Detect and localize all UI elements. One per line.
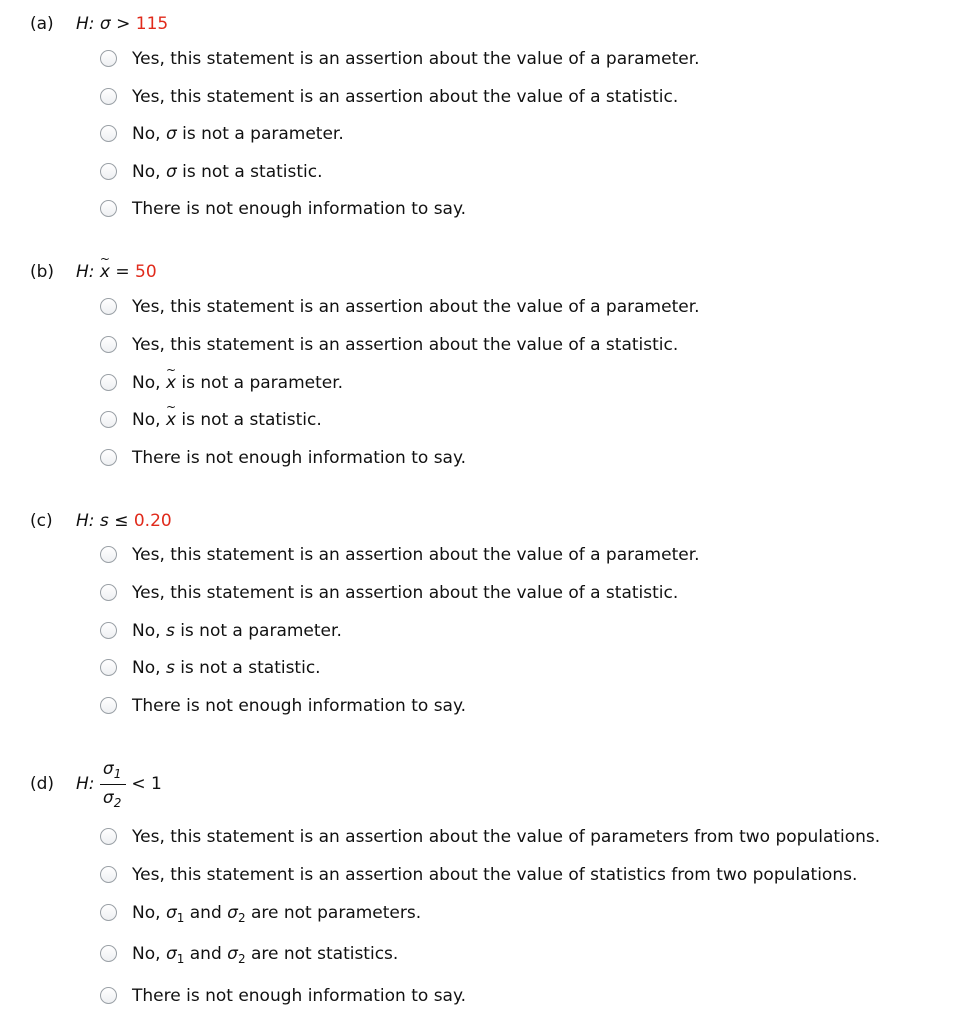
- symbol-text: x: [165, 373, 176, 393]
- radio-button[interactable]: [100, 584, 117, 601]
- hypothesis-h: H:: [76, 774, 95, 794]
- option-suffix: is not a statistic.: [174, 658, 321, 678]
- option-prefix: No,: [132, 621, 166, 641]
- option-subscript-2: 2: [237, 952, 246, 966]
- option-label: Yes, this statement is an assertion about the value of a statistic.: [132, 335, 679, 355]
- option-symbol: s: [165, 658, 175, 678]
- option-label: Yes, this statement is an assertion about the value of parameters from two populations.: [132, 827, 881, 847]
- tilde-mark: ~: [165, 400, 176, 414]
- radio-button[interactable]: [100, 546, 117, 563]
- option-label: There is not enough information to say.: [132, 696, 467, 716]
- option-subscript-1: 1: [176, 952, 185, 966]
- hypothesis-value: 50: [135, 262, 157, 282]
- option-prefix: No,: [132, 658, 166, 678]
- option-label: [132, 618, 342, 644]
- radio-button[interactable]: [100, 449, 117, 466]
- option-symbol-2: σ: [227, 944, 238, 964]
- hypothesis-operator: >: [116, 14, 131, 34]
- radio-button[interactable]: [100, 697, 117, 714]
- option-label: Yes, this statement is an assertion about the value of a statistic.: [132, 583, 679, 603]
- radio-button[interactable]: [100, 374, 117, 391]
- option-suffix: is not a statistic.: [176, 410, 322, 430]
- option-symbol: σ: [165, 124, 177, 144]
- question-b-label: (b): [30, 262, 55, 282]
- option-suffix: is not a statistic.: [176, 162, 323, 182]
- option-conjunction: and: [184, 903, 228, 923]
- option-prefix: No,: [132, 944, 166, 964]
- option-label: There is not enough information to say.: [132, 986, 467, 1006]
- option-suffix: are not statistics.: [245, 944, 399, 964]
- option-label: Yes, this statement is an assertion about the value of statistics from two populations.: [132, 865, 858, 885]
- numerator-subscript: 1: [113, 767, 122, 781]
- option-prefix: No,: [132, 162, 166, 182]
- radio-button[interactable]: [100, 336, 117, 353]
- hypothesis-h: H:: [76, 511, 95, 531]
- hypothesis-operator: <: [131, 774, 146, 794]
- question-a-label: (a): [30, 14, 54, 34]
- hypothesis-operator: ≤: [114, 511, 129, 531]
- radio-button[interactable]: [100, 125, 117, 142]
- option-label: [132, 655, 321, 681]
- hypothesis-value: 0.20: [133, 511, 172, 531]
- option-symbol: s: [165, 621, 175, 641]
- question-b-hypothesis: [30, 252, 157, 284]
- radio-button[interactable]: [100, 987, 117, 1004]
- fraction-numerator: [103, 756, 121, 782]
- option-symbol-2: σ: [227, 903, 238, 923]
- option-subscript-2: 2: [237, 911, 246, 925]
- option-subscript-1: 1: [176, 911, 185, 925]
- radio-button[interactable]: [100, 828, 117, 845]
- hypothesis-symbol: σ: [99, 14, 111, 34]
- option-label: [132, 900, 421, 926]
- option-label: There is not enough information to say.: [132, 448, 467, 468]
- option-prefix: No,: [132, 124, 166, 144]
- radio-button[interactable]: [100, 50, 117, 67]
- radio-button[interactable]: [100, 904, 117, 921]
- radio-button[interactable]: [100, 659, 117, 676]
- option-symbol-1: σ: [165, 903, 177, 923]
- radio-button[interactable]: [100, 411, 117, 428]
- option-prefix: No,: [132, 903, 166, 923]
- option-label: Yes, this statement is an assertion about the value of a statistic.: [132, 87, 679, 107]
- option-symbol: [165, 400, 176, 433]
- radio-button[interactable]: [100, 298, 117, 315]
- option-label: Yes, this statement is an assertion about the value of a parameter.: [132, 545, 700, 565]
- hypothesis-value: 115: [135, 14, 169, 34]
- tilde-mark: ~: [99, 252, 110, 266]
- hypothesis-operator: =: [115, 262, 130, 282]
- hypothesis-h: H:: [76, 262, 95, 282]
- tilde-mark: ~: [165, 363, 176, 377]
- option-label: [132, 159, 323, 185]
- hypothesis-value: 1: [150, 774, 162, 794]
- option-prefix: No,: [132, 373, 166, 393]
- option-label: Yes, this statement is an assertion about the value of a parameter.: [132, 49, 700, 69]
- option-label: [132, 363, 344, 396]
- hypothesis-h: H:: [76, 14, 95, 34]
- question-c-label: (c): [30, 511, 53, 531]
- option-suffix: is not a parameter.: [176, 124, 344, 144]
- option-suffix: is not a parameter.: [174, 621, 342, 641]
- question-a-hypothesis: [30, 12, 168, 36]
- option-label: [132, 400, 322, 433]
- option-symbol-1: σ: [165, 944, 177, 964]
- question-d-hypothesis: [30, 756, 162, 812]
- question-c-hypothesis: [30, 509, 172, 533]
- fraction-denominator: [103, 785, 121, 811]
- radio-button[interactable]: [100, 200, 117, 217]
- hypothesis-fraction: [100, 756, 126, 812]
- option-suffix: are not parameters.: [245, 903, 422, 923]
- option-symbol: σ: [165, 162, 177, 182]
- option-suffix: is not a parameter.: [176, 373, 344, 393]
- symbol-text: x: [99, 262, 110, 282]
- hypothesis-symbol: s: [99, 511, 109, 531]
- radio-button[interactable]: [100, 945, 117, 962]
- radio-button[interactable]: [100, 88, 117, 105]
- radio-button[interactable]: [100, 866, 117, 883]
- radio-button[interactable]: [100, 163, 117, 180]
- symbol-text: x: [165, 410, 176, 430]
- option-conjunction: and: [184, 944, 228, 964]
- option-label: Yes, this statement is an assertion about the value of a parameter.: [132, 297, 700, 317]
- option-prefix: No,: [132, 410, 166, 430]
- denominator-subscript: 2: [113, 796, 122, 810]
- question-d-label: (d): [30, 774, 55, 794]
- hypothesis-symbol: [99, 252, 110, 284]
- option-label: [132, 121, 344, 147]
- radio-button[interactable]: [100, 622, 117, 639]
- option-label: There is not enough information to say.: [132, 199, 467, 219]
- option-label: [132, 941, 398, 967]
- numerator-symbol: σ: [102, 759, 114, 779]
- denominator-symbol: σ: [102, 788, 114, 808]
- option-symbol: [165, 363, 176, 396]
